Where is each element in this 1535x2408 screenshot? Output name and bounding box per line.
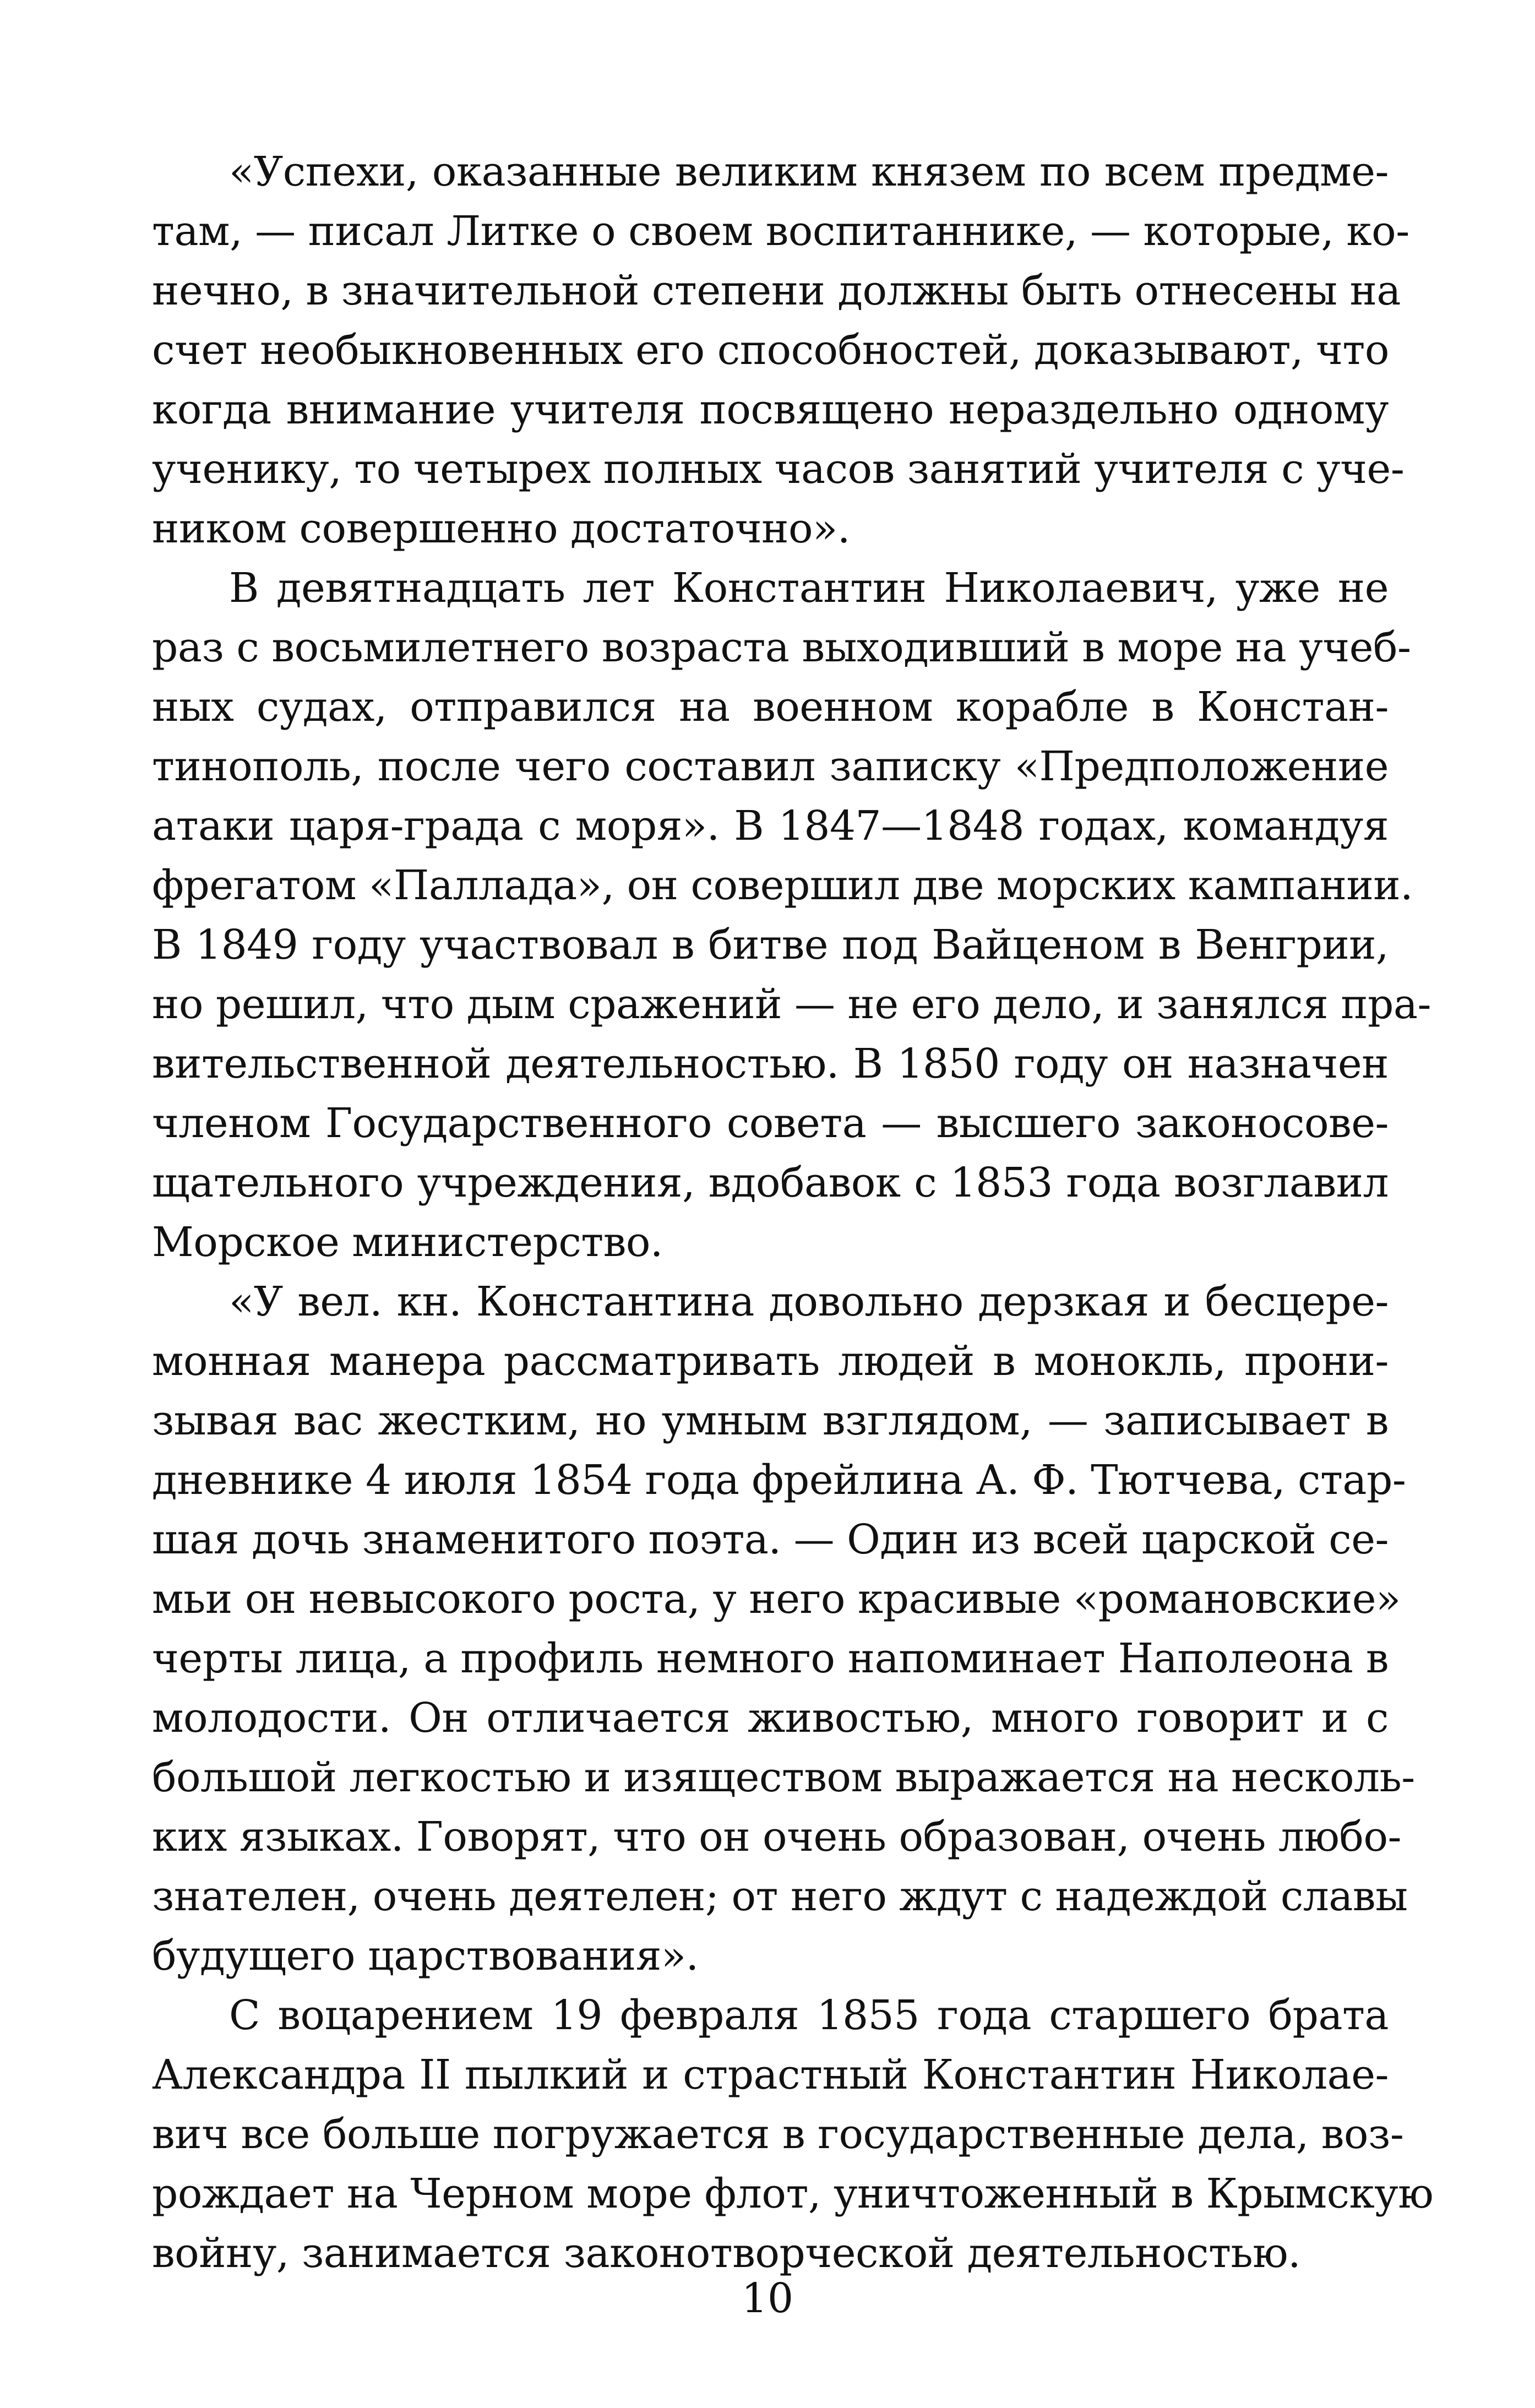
text-line: дневнике 4 июля 1854 года фрейлина А. Ф. Тютчева, стар- — [152, 1456, 1406, 1504]
text-line: ных судах, отправился на военном корабле в Констан- — [152, 683, 1389, 731]
paragraph-tyutcheva-quote — [152, 1272, 1415, 1986]
text-line: будущего царствования». — [152, 1932, 699, 1980]
text-line: рождает на Черном море флот, уничтоженный в Крымскую — [152, 2170, 1434, 2217]
text-line: вич все больше погружается в государственные дела, воз- — [152, 2111, 1404, 2158]
text-line: знателен, очень деятелен; от него ждут с надеждой славы — [152, 1873, 1408, 1920]
text-line: ких языках. Говорят, что он очень образован, очень любо- — [152, 1813, 1402, 1861]
text-line: зывая вас жестким, но умным взглядом, — записывает в — [152, 1397, 1389, 1444]
text-line: членом Государственного совета — высшего законосове- — [152, 1100, 1389, 1147]
text-line: раз с восьмилетнего возраста выходивший в море на учеб- — [152, 624, 1411, 671]
text-line: тинополь, после чего составил записку «Предположение — [152, 743, 1389, 790]
paragraph-accession — [152, 1986, 1434, 2283]
text-line: В 1849 году участвовал в битве под Вайценом в Венгрии, — [152, 921, 1389, 969]
text-line: Морское министерство. — [152, 1219, 663, 1266]
text-line: молодости. Он отличается живостью, много говорит и с — [152, 1694, 1389, 1742]
text-line: С воцарением 19 февраля 1855 года старшего брата — [229, 1992, 1389, 2039]
page-number: 10 — [741, 2275, 794, 2322]
text-line: войну, занимается законотворческой деятельностью. — [152, 2230, 1301, 2277]
text-line: счет необыкновенных его способностей, доказывают, что — [152, 327, 1389, 374]
text-line: «У вел. кн. Константина довольно дерзкая и бесцере- — [229, 1278, 1389, 1325]
text-line: большой легкостью и изяществом выражается на несколь- — [152, 1754, 1415, 1801]
text-line: щательного учреждения, вдобавок с 1853 года возглавил — [152, 1159, 1389, 1206]
text-line: В девятнадцать лет Константин Николаевич, уже не — [229, 564, 1389, 612]
text-line: там, — писал Литке о своем воспитаннике, — которые, ко- — [152, 208, 1409, 255]
text-line: вительственной деятельностью. В 1850 году он назначен — [152, 1040, 1389, 1088]
text-line: атаки царя-града с моря». В 1847—1848 годах, командуя — [152, 802, 1389, 850]
text-line: мьи он невысокого роста, у него красивые «романовские» — [152, 1575, 1401, 1623]
text-line: шая дочь знаменитого поэта. — Один из всей царской се- — [152, 1516, 1389, 1563]
text-line: когда внимание учителя посвящено нераздельно одному — [152, 386, 1389, 433]
text-line: «Успехи, оказанные великим князем по всем предме- — [229, 148, 1389, 195]
paragraph-career — [152, 558, 1431, 1272]
text-line: черты лица, а профиль немного напоминает Наполеона в — [152, 1635, 1389, 1682]
text-line: Александра II пылкий и страстный Константин Николае- — [152, 2051, 1389, 2099]
text-line: фрегатом «Паллада», он совершил две морских кампании. — [152, 862, 1413, 909]
text-line: нечно, в значительной степени должны быть отнесены на — [152, 267, 1401, 314]
text-line: монная манера рассматривать людей в монокль, прони- — [152, 1338, 1389, 1385]
text-line: ником совершенно достаточно». — [152, 505, 850, 552]
paragraph-litke-quote — [152, 142, 1409, 558]
text-line: но решил, что дым сражений — не его дело, и занялся пра- — [152, 981, 1431, 1028]
text-line: ученику, то четырех полных часов занятий учителя с уче- — [152, 445, 1405, 493]
book-page-text — [152, 142, 1434, 2279]
